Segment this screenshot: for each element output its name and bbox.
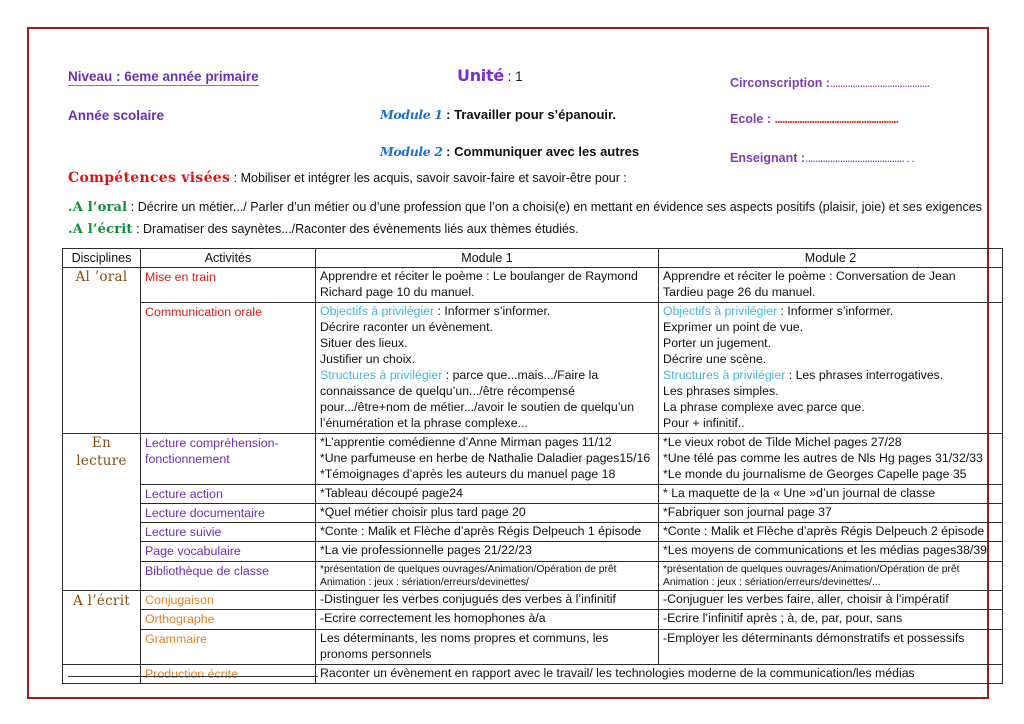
- line: Animation : jeux : sériation/erreurs/devinettes/...: [663, 576, 881, 588]
- module-2-cell: [659, 561, 1003, 591]
- module-2-tag: Module 2: [380, 144, 443, 159]
- line: *présentation de quelques ouvrages/Animation/Opération de prêt: [663, 563, 960, 575]
- module-2-cell: [659, 434, 1003, 485]
- enseignant-dots-tail: . .: [903, 151, 914, 165]
- document-content: [62, 60, 1020, 724]
- module-2-cell: -Conjuguer les verbes faire, aller, choisir à l’impératif: [659, 591, 1003, 610]
- niveau-label: Niveau : 6eme année primaire: [68, 69, 259, 84]
- module-1-separator: :: [442, 107, 455, 122]
- line: Justifier un choix.: [320, 352, 416, 367]
- activity-cell: Bibliothèque de classe: [141, 561, 316, 591]
- line: Décrire une scène.: [663, 352, 767, 367]
- a-l-oral-line: [68, 200, 982, 215]
- module-1-cell: *Quel métier choisir plus tard page 20: [316, 504, 659, 523]
- table-row: [63, 610, 1003, 629]
- module-2-title-tail: s: [631, 144, 640, 159]
- document-border-frame: [27, 27, 989, 699]
- module-2-cell: -Ecrire l’infinitif après ; à, de, par, pour, sans: [659, 610, 1003, 629]
- planning-table: [62, 248, 1003, 684]
- table-row: [63, 485, 1003, 504]
- table-row: [63, 434, 1003, 485]
- activity-cell: Conjugaison: [141, 591, 316, 610]
- module-1-cell: Apprendre et réciter le poème : Le boulanger de Raymond Richard page 10 du manuel.: [316, 268, 659, 303]
- table-row: [63, 561, 1003, 591]
- a-l-oral-text: : Décrire un métier.../ Parler d’un métier ou d’une profession que l’on a choisi(e) en mettant en évidence ses aspects positifs (plaisir, joie) et ses exigences: [127, 200, 982, 214]
- enseignant-dots: ........................................: [805, 151, 904, 165]
- table-row: [63, 303, 1003, 434]
- discipline-cell-oral: Al ’oral: [63, 268, 141, 434]
- activity-cell: Lecture compréhension-fonctionnement: [141, 434, 316, 485]
- activity-cell: Lecture documentaire: [141, 504, 316, 523]
- discipline-cell-empty: [63, 664, 141, 683]
- table-row: [63, 664, 1003, 683]
- enseignant-label: Enseignant :: [730, 151, 806, 165]
- module-1-cell: -Distinguer les verbes conjugués des verbes à l’infinitif: [316, 591, 659, 610]
- line: *L’apprentie comédienne d’Anne Mirman pages 11/12: [320, 435, 612, 450]
- table-row: [63, 591, 1003, 610]
- header-block: [62, 60, 1020, 246]
- discipline-cell-ecrit: A l’écrit: [63, 591, 141, 664]
- activity-cell: Mise en train: [141, 268, 316, 303]
- line: Structures à privilégier : parce que...mais.../Faire la: [320, 368, 599, 383]
- a-l-ecrit-line: [68, 222, 579, 237]
- module-1-title: Travailler pour s’épanouir.: [454, 107, 616, 122]
- line: Pour + infinitif..: [663, 416, 745, 431]
- table-row: [63, 629, 1003, 664]
- module-2-separator: :: [442, 144, 455, 159]
- module-2-cell: *Les moyens de communications et les médias pages38/39: [659, 542, 1003, 561]
- line: Objectifs à privilégier : Informer s’informer.: [663, 304, 894, 319]
- module-1-cell: *Conte : Malik et Flèche d’après Régis Delpeuch 1 épisode: [316, 523, 659, 542]
- table-row: [63, 542, 1003, 561]
- module-2-cell: [659, 629, 1003, 664]
- module-2-cell: *Fabriquer son journal page 37: [659, 504, 1003, 523]
- line: La phrase complexe avec parce que.: [663, 400, 865, 415]
- module-1-cell: [316, 561, 659, 591]
- activity-cell: Page vocabulaire: [141, 542, 316, 561]
- activity-cell: Orthographe: [141, 610, 316, 629]
- module-2-title: Communiquer avec les autre: [454, 144, 632, 159]
- column-header-activites: Activités: [141, 249, 316, 268]
- competences-visees-line: [68, 170, 627, 186]
- a-l-ecrit-key: .A l’écrit: [68, 222, 133, 237]
- bottom-rule-line: [68, 676, 318, 677]
- line: Exprimer un point de vue.: [663, 320, 804, 335]
- line: *Le monde du journalisme de Georges Capelle page 35: [663, 467, 967, 482]
- ecole-dots: ..................................................: [774, 112, 899, 126]
- discipline-cell-lecture: En lecture: [63, 434, 141, 591]
- line: Objectifs à privilégier : Informer s’informer.: [320, 304, 551, 319]
- competences-visees-text: : Mobiliser et intégrer les acquis, savoir savoir-faire et savoir-être pour :: [230, 171, 627, 185]
- activity-cell: Production écrite: [141, 664, 316, 683]
- module-2-cell: *Conte : Malik et Flèche d’après Régis Delpeuch 2 épisode: [659, 523, 1003, 542]
- line: Décrire raconter un évènement.: [320, 320, 493, 335]
- line: Porter un jugement.: [663, 336, 772, 351]
- module-1-cell: -Ecrire correctement les homophones à/a: [316, 610, 659, 629]
- module-2-cell: * La maquette de la « Une »d’un journal de classe: [659, 485, 1003, 504]
- activity-cell: Lecture suivie: [141, 523, 316, 542]
- circonscription-dots: ........................................: [830, 76, 929, 90]
- line: Situer des lieux.: [320, 336, 408, 351]
- column-header-module-1: Module 1: [316, 249, 659, 268]
- module-1-cell: *La vie professionnelle pages 21/22/23: [316, 542, 659, 561]
- module-1-tag: Module 1: [380, 107, 443, 122]
- unite-value: 1: [515, 69, 523, 84]
- table-header-row: [63, 249, 1003, 268]
- line: pour.../être+nom de métier.../avoir le soutien de quelqu’un: [320, 400, 635, 415]
- activity-cell: Communication orale: [141, 303, 316, 434]
- unite-separator: :: [503, 69, 516, 84]
- column-header-disciplines: Disciplines: [63, 249, 141, 268]
- line: *Témoignages d’après les auteurs du manuel page 18: [320, 467, 616, 482]
- module-span-cell: Raconter un évènement en rapport avec le travail/ les technologies moderne de la communication/les médias: [316, 664, 1003, 683]
- line: *Le vieux robot de Tilde Michel pages 27/28: [663, 435, 902, 450]
- module-1-cell: [316, 434, 659, 485]
- line: Les phrases simples.: [663, 384, 779, 399]
- line: *Une télé pas comme les autres de Nls Hg pages 31/32/33: [663, 451, 983, 466]
- table-body: [63, 268, 1003, 683]
- line: l’énumération et la phrase complexe...: [320, 416, 528, 431]
- module-1-cell: [316, 303, 659, 434]
- module-2-cell: Apprendre et réciter le poème : Conversation de Jean Tardieu page 26 du manuel.: [659, 268, 1003, 303]
- line: *présentation de quelques ouvrages/Animation/Opération de prêt: [320, 563, 617, 575]
- table-row: [63, 523, 1003, 542]
- module-1-cell: [316, 629, 659, 664]
- line: Les déterminants, les noms propres et communs, les: [320, 630, 609, 645]
- module-1-cell: *Tableau découpé page24: [316, 485, 659, 504]
- line: Animation : jeux : sériation/erreurs/devinettes/: [320, 576, 529, 588]
- ecole-label: Ecole :: [730, 112, 775, 126]
- line: Structures à privilégier : Les phrases interrogatives.: [663, 368, 944, 383]
- activity-cell: Lecture action: [141, 485, 316, 504]
- module-2-cell: [659, 303, 1003, 434]
- annee-scolaire-label: Année scolaire: [68, 108, 165, 123]
- column-header-module-2: Module 2: [659, 249, 1003, 268]
- line: pronoms personnels: [320, 646, 432, 661]
- a-l-ecrit-text: : Dramatiser des saynètes.../Raconter des évènements liés aux thèmes étudiés.: [132, 222, 579, 236]
- competences-visees-key: Compétences visées: [68, 170, 231, 186]
- table-row: [63, 504, 1003, 523]
- table-row: [63, 268, 1003, 303]
- line: connaissance de quelqu’un.../être récompensé: [320, 384, 575, 399]
- a-l-oral-key: .A l’oral: [68, 200, 128, 215]
- unite-label: Unité: [457, 66, 504, 85]
- activity-cell: Grammaire: [141, 629, 316, 664]
- line: -Employer les déterminants démonstratifs et possessifs: [663, 630, 965, 645]
- circonscription-label: Circonscription :: [730, 76, 831, 90]
- line: *Une parfumeuse en herbe de Nathalie Daladier pages15/16: [320, 451, 651, 466]
